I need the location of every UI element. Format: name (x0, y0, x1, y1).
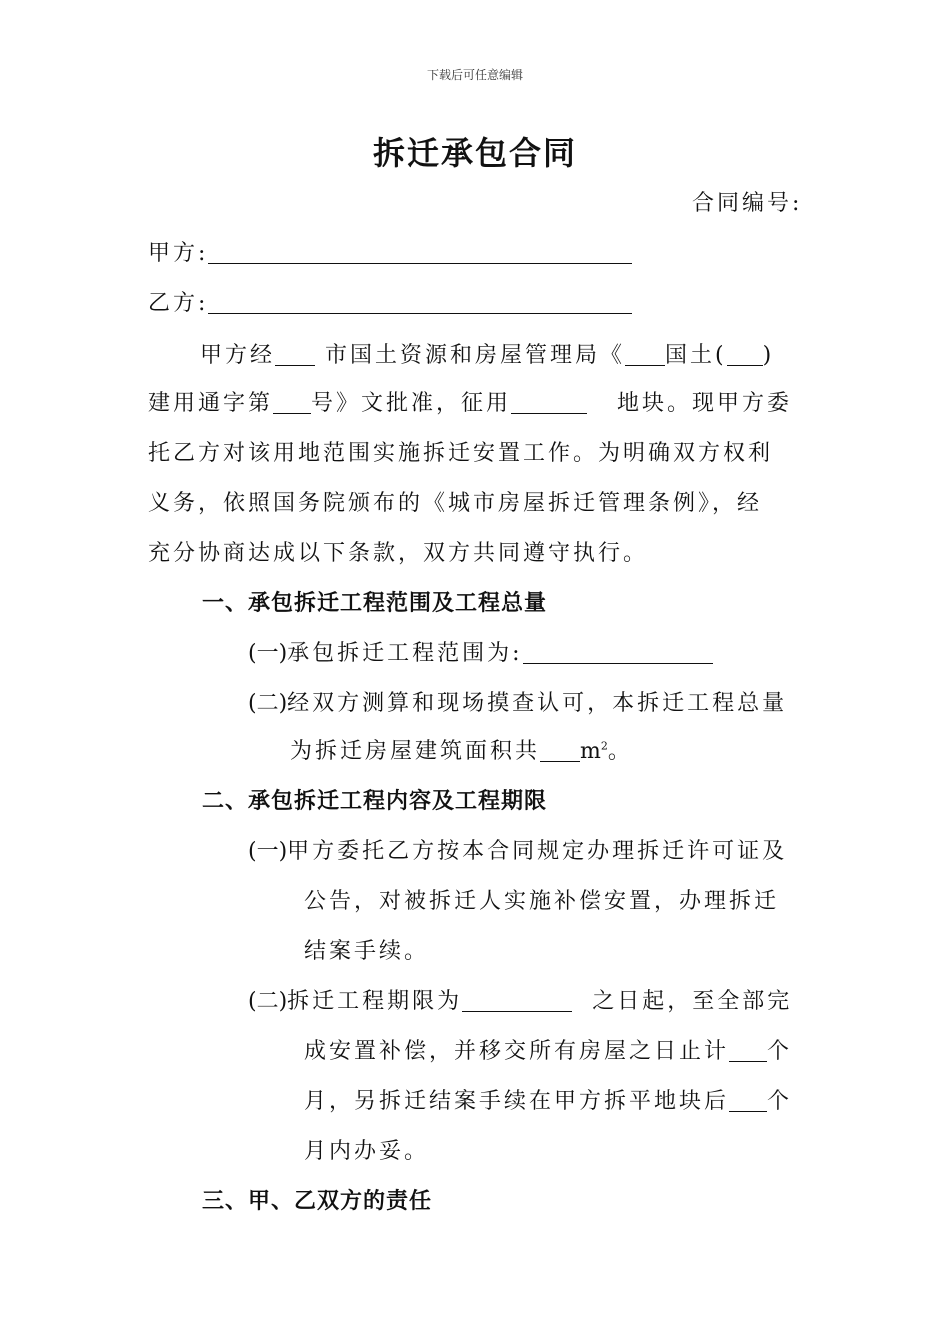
section-1-heading: 一、承包拆迁工程范围及工程总量 (202, 591, 548, 616)
section-1-item-1: (一)承包拆迁工程范围为: (248, 636, 713, 667)
intro-line-4: 义务，依照国务院颁布的《城市房屋拆迁管理条例》，经 (148, 491, 763, 516)
intro-line-3: 托乙方对该用地范围实施拆迁安置工作。为明确双方权利 (148, 441, 774, 466)
intro-line-5: 充分协商达成以下条款，双方共同遵守执行。 (148, 541, 649, 566)
intro-line-1: 甲方经 市国土资源和房屋管理局《 国土( ) (200, 343, 775, 368)
party-b-blank (208, 289, 632, 314)
document-title: 拆迁承包合同 (372, 134, 577, 172)
section-2-item-2-line-4: 月内办妥。 (304, 1139, 430, 1164)
section-2-heading: 二、承包拆迁工程内容及工程期限 (202, 789, 548, 814)
contract-number-label: 合同编号: (692, 191, 803, 216)
section-1-item-2-cont: 为拆迁房屋建筑面积共 $m^2$。 (290, 739, 633, 764)
section-2-item-2-line-2: 成安置补偿，并移交所有房屋之日止计 个 (304, 1039, 793, 1064)
party-a-line (148, 236, 632, 267)
section-2-item-1: (一)甲方委托乙方按本合同规定办理拆迁许可证及 (248, 839, 788, 864)
period-blank (462, 987, 572, 1012)
section-2-item-1-line-2: 公告，对被拆迁人实施补偿安置，办理拆迁 (304, 889, 780, 914)
party-a-label: 甲方: (148, 241, 209, 266)
party-a-blank (208, 239, 632, 264)
section-2-item-1-line-3: 结案手续。 (304, 939, 430, 964)
section-2-item-2-line-3: 月，另拆迁结案手续在甲方拆平地块后 个 (304, 1089, 793, 1114)
scope-blank (523, 639, 713, 664)
section-3-heading: 三、甲、乙双方的责任 (202, 1189, 433, 1214)
party-b-label: 乙方: (148, 291, 209, 316)
section-2-item-2: (二)拆迁工程期限为 之日起，至全部完 (248, 989, 793, 1014)
section-1-item-2: (二)经双方测算和现场摸查认可，本拆迁工程总量 (248, 691, 788, 716)
intro-line-2: 建用通字第 号》文批准，征用 地块。现甲方委 (148, 391, 793, 416)
page-header-note: 下载后可任意编辑 (426, 68, 523, 82)
party-b-line (148, 286, 632, 317)
